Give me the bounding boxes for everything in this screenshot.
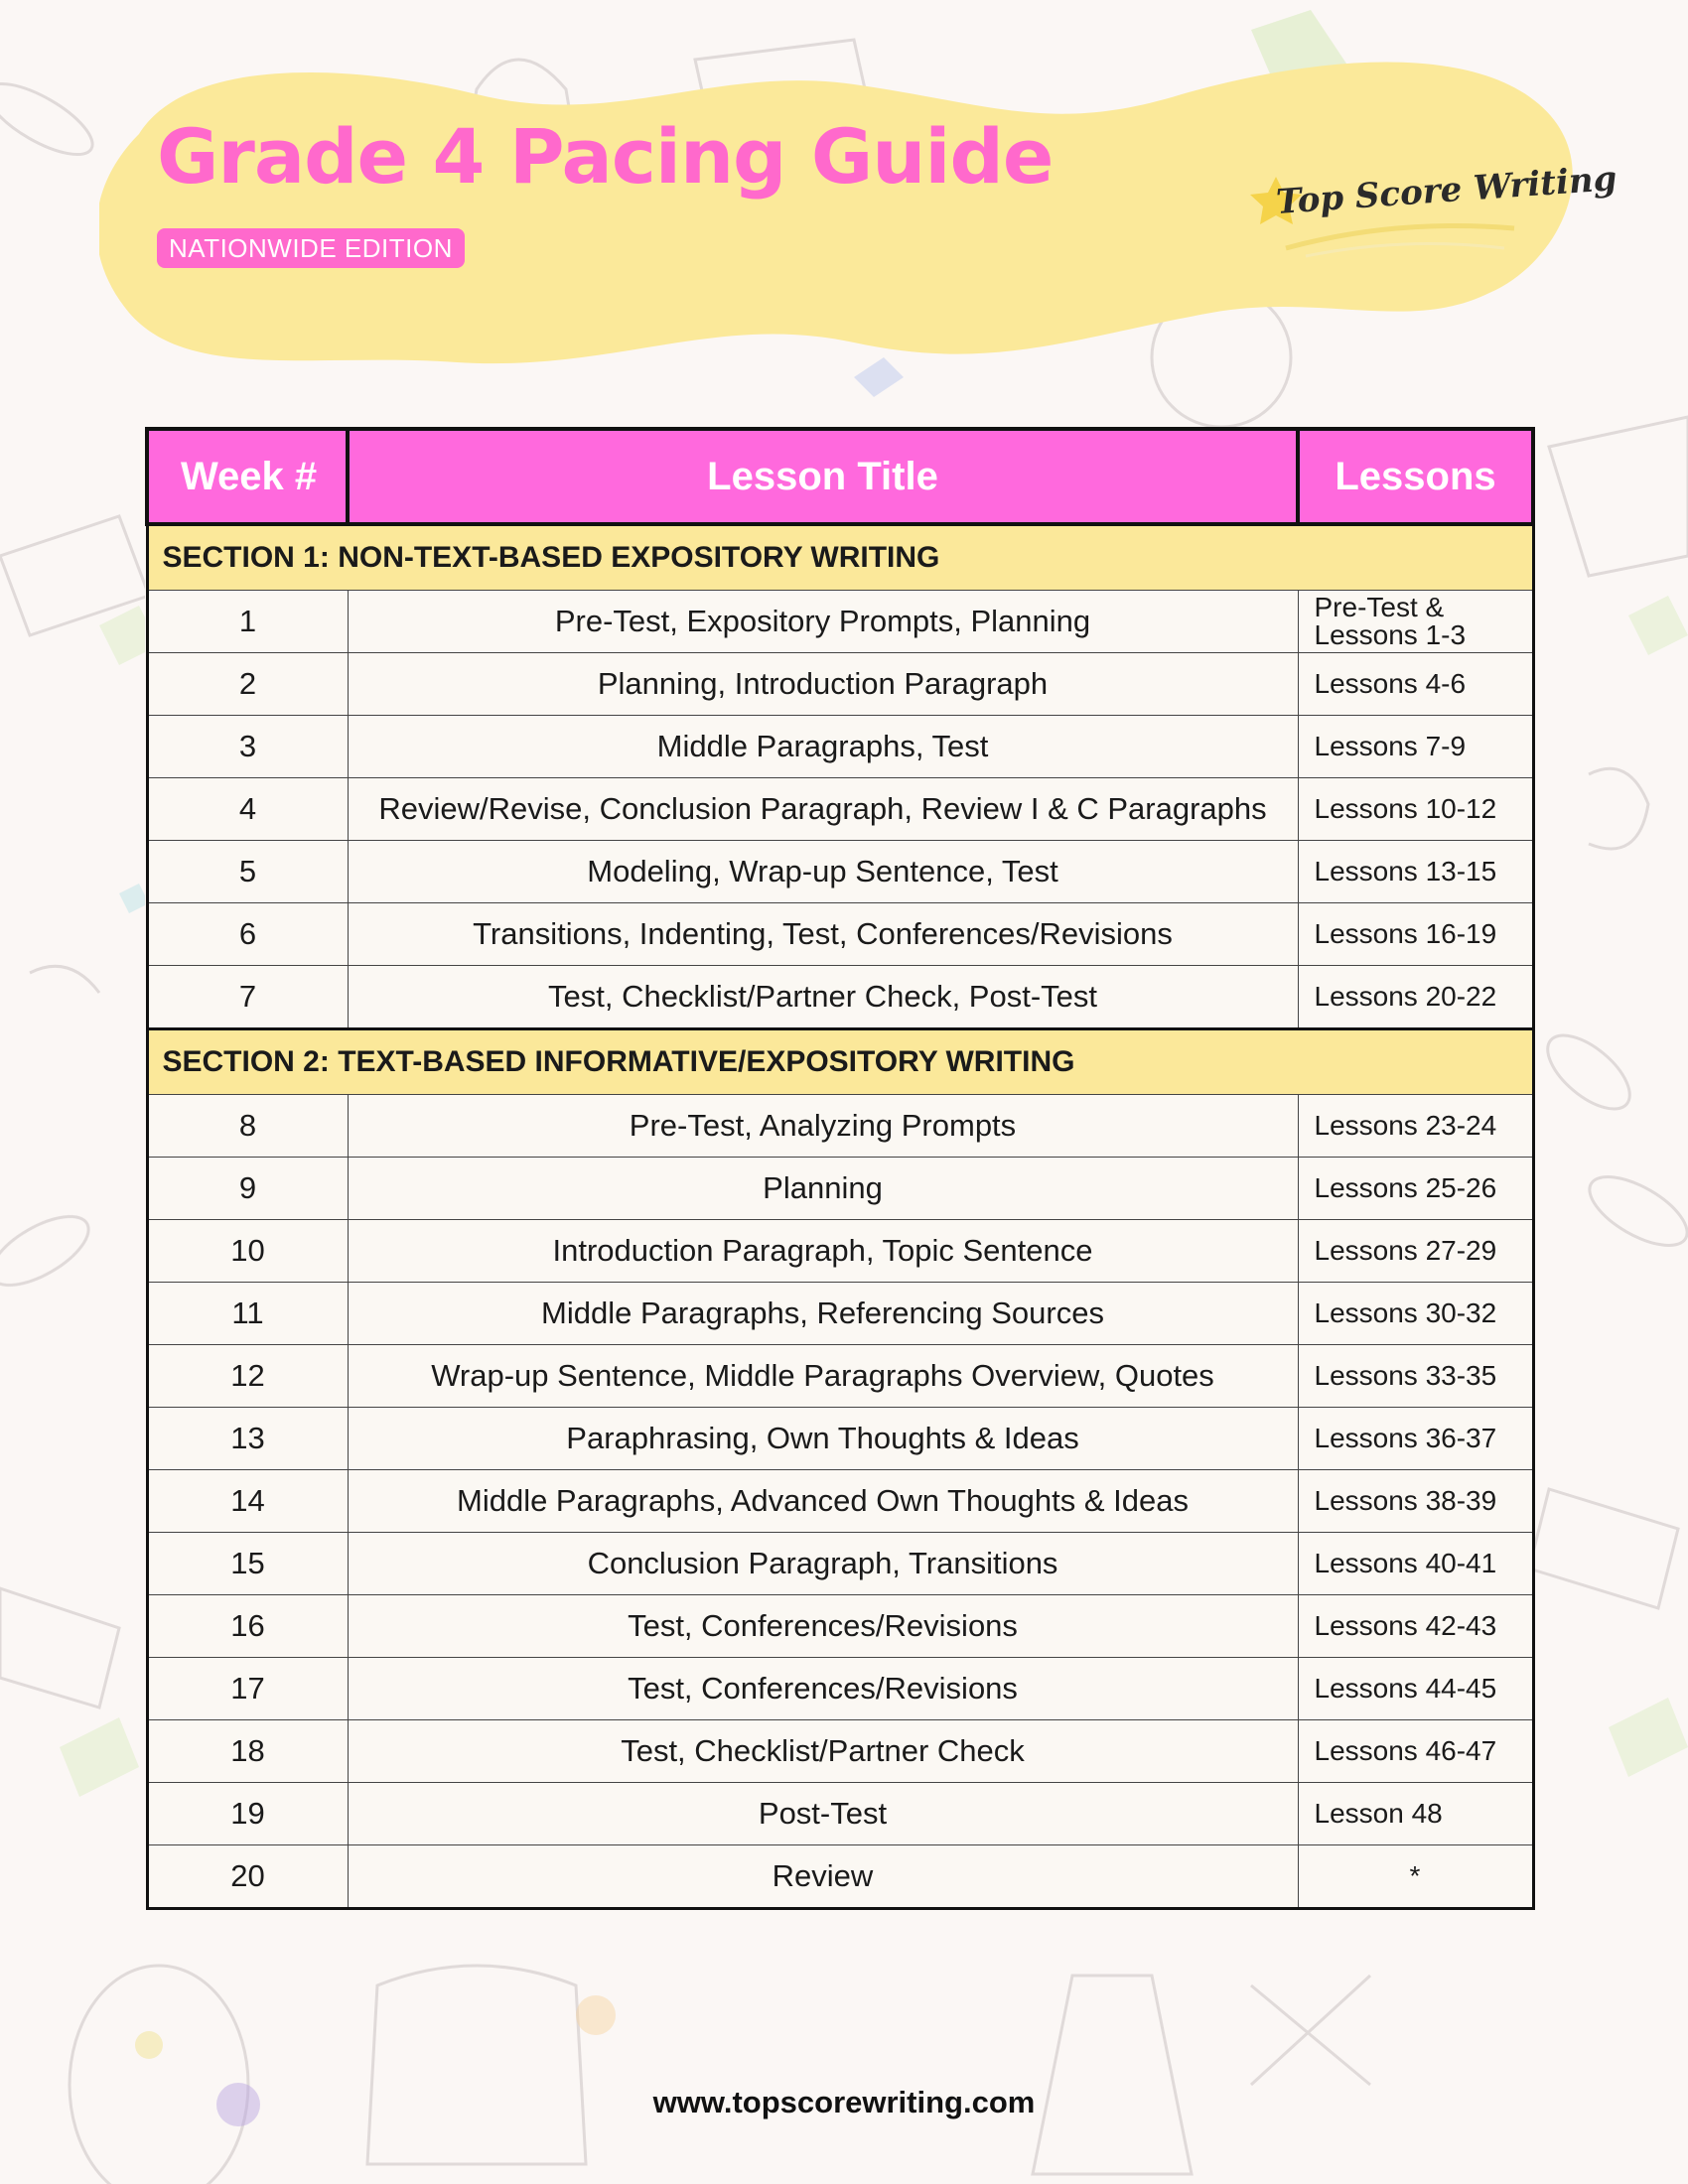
section-row: [147, 1029, 1533, 1095]
table-row: [147, 778, 1533, 841]
lessons-cell: Lessons 30-32: [1298, 1283, 1533, 1345]
lesson-title-cell: Planning, Introduction Paragraph: [348, 653, 1298, 716]
table-row: [147, 841, 1533, 903]
page-title: Grade 4 Pacing Guide: [157, 112, 1054, 201]
table-header-row: [147, 429, 1533, 524]
lesson-title-cell: Modeling, Wrap-up Sentence, Test: [348, 841, 1298, 903]
footer-url: www.topscorewriting.com: [652, 2085, 1036, 2119]
lessons-cell: Lessons 20-22: [1298, 966, 1533, 1029]
lessons-cell: Pre-Test & Lessons 1-3: [1298, 591, 1533, 653]
lessons-cell: Lessons 38-39: [1298, 1470, 1533, 1533]
lesson-title-cell: Middle Paragraphs, Test: [348, 716, 1298, 778]
lesson-title-cell: Pre-Test, Expository Prompts, Planning: [348, 591, 1298, 653]
lessons-cell: Lessons 16-19: [1298, 903, 1533, 966]
week-cell: 3: [147, 716, 348, 778]
lessons-cell: Lessons 23-24: [1298, 1095, 1533, 1158]
lessons-cell: Lessons 40-41: [1298, 1533, 1533, 1595]
lesson-title-cell: Test, Conferences/Revisions: [348, 1595, 1298, 1658]
lesson-title-cell: Planning: [348, 1158, 1298, 1220]
column-header-week: Week #: [147, 429, 348, 524]
week-cell: 2: [147, 653, 348, 716]
lesson-title-cell: Test, Conferences/Revisions: [348, 1658, 1298, 1720]
week-cell: 13: [147, 1408, 348, 1470]
week-cell: 20: [147, 1845, 348, 1909]
table-row: [147, 1408, 1533, 1470]
lessons-cell: Lessons 44-45: [1298, 1658, 1533, 1720]
lesson-title-cell: Pre-Test, Analyzing Prompts: [348, 1095, 1298, 1158]
week-cell: 1: [147, 591, 348, 653]
week-cell: 16: [147, 1595, 348, 1658]
pacing-table-container: [145, 427, 1535, 1910]
lesson-title-cell: Transitions, Indenting, Test, Conferences/Revisions: [348, 903, 1298, 966]
table-row: [147, 1158, 1533, 1220]
week-cell: 4: [147, 778, 348, 841]
column-header-lesson-title: Lesson Title: [348, 429, 1298, 524]
table-row: [147, 1783, 1533, 1845]
week-cell: 5: [147, 841, 348, 903]
lesson-title-cell: Middle Paragraphs, Advanced Own Thoughts & Ideas: [348, 1470, 1298, 1533]
week-cell: 10: [147, 1220, 348, 1283]
week-cell: 7: [147, 966, 348, 1029]
table-row: [147, 1595, 1533, 1658]
lessons-cell: Lessons 46-47: [1298, 1720, 1533, 1783]
week-cell: 18: [147, 1720, 348, 1783]
brand-name: Top Score Writing: [1275, 159, 1618, 222]
table-row: [147, 1533, 1533, 1595]
column-header-lessons: Lessons: [1298, 429, 1533, 524]
lesson-title-cell: Wrap-up Sentence, Middle Paragraphs Overview, Quotes: [348, 1345, 1298, 1408]
table-row: [147, 1470, 1533, 1533]
table-row: [147, 1283, 1533, 1345]
lessons-cell: Lessons 27-29: [1298, 1220, 1533, 1283]
lessons-cell: *: [1298, 1845, 1533, 1909]
lessons-cell: Lessons 36-37: [1298, 1408, 1533, 1470]
table-row: [147, 1720, 1533, 1783]
week-cell: 11: [147, 1283, 348, 1345]
week-cell: 8: [147, 1095, 348, 1158]
lessons-cell: Lessons 25-26: [1298, 1158, 1533, 1220]
edition-badge: NATIONWIDE EDITION: [157, 228, 465, 268]
week-cell: 12: [147, 1345, 348, 1408]
lesson-title-cell: Review: [348, 1845, 1298, 1909]
table-row: [147, 966, 1533, 1029]
week-cell: 6: [147, 903, 348, 966]
lessons-cell: Lesson 48: [1298, 1783, 1533, 1845]
week-cell: 9: [147, 1158, 348, 1220]
section-title: SECTION 1: NON-TEXT-BASED EXPOSITORY WRITING: [147, 524, 1533, 591]
lessons-cell: Lessons 7-9: [1298, 716, 1533, 778]
lesson-title-cell: Test, Checklist/Partner Check, Post-Test: [348, 966, 1298, 1029]
lesson-title-cell: Conclusion Paragraph, Transitions: [348, 1533, 1298, 1595]
lessons-cell: Lessons 13-15: [1298, 841, 1533, 903]
lessons-cell: Lessons 33-35: [1298, 1345, 1533, 1408]
section-row: [147, 524, 1533, 591]
lessons-cell: Lessons 42-43: [1298, 1595, 1533, 1658]
lesson-title-cell: Paraphrasing, Own Thoughts & Ideas: [348, 1408, 1298, 1470]
pacing-table: [145, 427, 1535, 1910]
lessons-cell: Lessons 4-6: [1298, 653, 1533, 716]
week-cell: 15: [147, 1533, 348, 1595]
brand-logo: [1246, 149, 1618, 268]
lesson-title-cell: Middle Paragraphs, Referencing Sources: [348, 1283, 1298, 1345]
lesson-title-cell: Post-Test: [348, 1783, 1298, 1845]
lesson-title-cell: Introduction Paragraph, Topic Sentence: [348, 1220, 1298, 1283]
table-row: [147, 903, 1533, 966]
week-cell: 17: [147, 1658, 348, 1720]
table-row: [147, 716, 1533, 778]
lesson-title-cell: Review/Revise, Conclusion Paragraph, Review I & C Paragraphs: [348, 778, 1298, 841]
table-row: [147, 591, 1533, 653]
lessons-cell: Lessons 10-12: [1298, 778, 1533, 841]
lesson-title-cell: Test, Checklist/Partner Check: [348, 1720, 1298, 1783]
table-row: [147, 1345, 1533, 1408]
section-title: SECTION 2: TEXT-BASED INFORMATIVE/EXPOSITORY WRITING: [147, 1029, 1533, 1095]
table-row: [147, 1220, 1533, 1283]
table-row: [147, 1095, 1533, 1158]
table-row: [147, 653, 1533, 716]
table-row: [147, 1658, 1533, 1720]
week-cell: 14: [147, 1470, 348, 1533]
week-cell: 19: [147, 1783, 348, 1845]
table-row: [147, 1845, 1533, 1909]
